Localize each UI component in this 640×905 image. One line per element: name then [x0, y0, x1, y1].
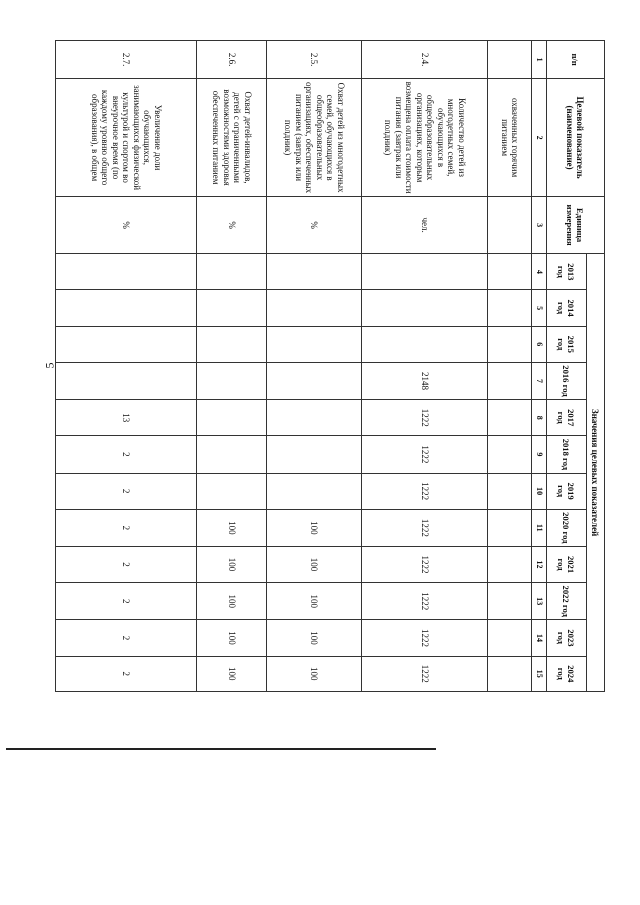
target-indicators-table	[55, 40, 605, 692]
unit-cell: %	[266, 196, 362, 253]
column-number: 14	[531, 620, 546, 656]
value-cell	[488, 473, 531, 509]
value-cell	[488, 400, 531, 436]
rotated-table-container	[55, 40, 605, 692]
value-cell	[488, 326, 531, 362]
header-year: 2024 год	[547, 656, 587, 691]
header-year: 2018 год	[547, 436, 587, 473]
value-cell	[197, 400, 267, 436]
value-cell: 100	[266, 620, 362, 656]
header-year: 2017 год	[547, 400, 587, 436]
value-cell	[488, 656, 531, 691]
column-number: 4	[531, 254, 546, 290]
column-number: 10	[531, 473, 546, 509]
value-cell	[197, 254, 267, 290]
header-year: 2022 год	[547, 583, 587, 620]
value-cell	[488, 509, 531, 546]
column-number: 9	[531, 436, 546, 473]
column-number: 2	[531, 79, 546, 197]
value-cell	[266, 436, 362, 473]
value-cell: 2	[56, 436, 197, 473]
value-cell	[197, 436, 267, 473]
column-number: 5	[531, 290, 546, 326]
table-row	[488, 41, 531, 692]
value-cell	[266, 362, 362, 399]
value-cell: 1222	[362, 436, 488, 473]
value-cell	[197, 290, 267, 326]
header-year: 2019 год	[547, 473, 587, 509]
unit-cell: чел.	[362, 196, 488, 253]
header-num: п/п	[547, 41, 605, 79]
table-row	[197, 41, 267, 692]
value-cell	[362, 290, 488, 326]
table-row	[266, 41, 362, 692]
value-cell	[488, 436, 531, 473]
value-cell: 1222	[362, 656, 488, 691]
value-cell: 1222	[362, 583, 488, 620]
indicator-name: охваченных горячим питанием	[488, 79, 531, 197]
value-cell: 1222	[362, 473, 488, 509]
table-row	[362, 41, 488, 692]
unit-cell: %	[56, 196, 197, 253]
header-year: 2020 год	[547, 509, 587, 546]
value-cell: 100	[197, 583, 267, 620]
value-cell: 100	[266, 656, 362, 691]
header-year: 2013 год	[547, 254, 587, 290]
value-cell: 2	[56, 620, 197, 656]
value-cell: 2	[56, 546, 197, 582]
header-year: 2021 год	[547, 546, 587, 582]
header-year: 2023 год	[547, 620, 587, 656]
column-number: 13	[531, 583, 546, 620]
value-cell	[266, 290, 362, 326]
horizontal-rule	[6, 748, 436, 750]
value-cell	[362, 326, 488, 362]
value-cell	[56, 254, 197, 290]
value-cell	[56, 326, 197, 362]
column-number: 12	[531, 546, 546, 582]
header-year: 2014 год	[547, 290, 587, 326]
header-indicator: Целевой показатель (наименование)	[547, 79, 605, 197]
value-cell	[362, 254, 488, 290]
header-unit: Единица измерения	[547, 196, 605, 253]
page-number: 5	[42, 362, 57, 369]
value-cell: 2	[56, 473, 197, 509]
column-number: 7	[531, 362, 546, 399]
column-number: 15	[531, 656, 546, 691]
row-number: 2.6.	[197, 41, 267, 79]
indicator-name: Увеличение доли обучающихся, занимающихся физической культурой и спортом во внеурочное время (по каждому уровню общего образования), в общем	[56, 79, 197, 197]
value-cell	[488, 620, 531, 656]
value-cell	[56, 362, 197, 399]
value-cell	[488, 362, 531, 399]
header-year: 2016 год	[547, 362, 587, 399]
column-number: 8	[531, 400, 546, 436]
value-cell: 100	[266, 509, 362, 546]
value-cell	[266, 326, 362, 362]
value-cell: 13	[56, 400, 197, 436]
value-cell: 100	[266, 546, 362, 582]
row-number: 2.7.	[56, 41, 197, 79]
unit-cell: %	[197, 196, 267, 253]
value-cell: 100	[266, 583, 362, 620]
indicator-name: Охват детей-инвалидов, детей с ограниченными возможностями здоровья обеспеченных питанием	[197, 79, 267, 197]
unit-cell	[488, 196, 531, 253]
indicator-name: Количество детей из многодетных семей, обучающихся в общеобразовательных организациях, которым возмещена оплата стоимости питания (завтрак или полдник)	[362, 79, 488, 197]
value-cell: 1222	[362, 400, 488, 436]
value-cell: 1222	[362, 546, 488, 582]
value-cell	[488, 546, 531, 582]
column-number: 11	[531, 509, 546, 546]
value-cell	[197, 326, 267, 362]
header-year: 2015 год	[547, 326, 587, 362]
value-cell: 2	[56, 509, 197, 546]
indicator-name: Охват детей из многодетных семей, обучающихся в общеобразовательных организациях, обеспеченных питанием (завтрак или полдник)	[266, 79, 362, 197]
value-cell	[197, 473, 267, 509]
value-cell: 1222	[362, 509, 488, 546]
value-cell	[488, 290, 531, 326]
column-number: 6	[531, 326, 546, 362]
column-number: 3	[531, 196, 546, 253]
table-row	[56, 41, 197, 692]
column-number: 1	[531, 41, 546, 79]
value-cell: 100	[197, 509, 267, 546]
value-cell: 1222	[362, 620, 488, 656]
row-number	[488, 41, 531, 79]
value-cell: 2	[56, 583, 197, 620]
value-cell: 100	[197, 656, 267, 691]
value-cell	[488, 583, 531, 620]
row-number: 2.4.	[362, 41, 488, 79]
value-cell: 100	[197, 546, 267, 582]
value-cell: 100	[197, 620, 267, 656]
value-cell	[266, 473, 362, 509]
value-cell: 2	[56, 656, 197, 691]
value-cell	[266, 254, 362, 290]
value-cell	[56, 290, 197, 326]
value-cell	[197, 362, 267, 399]
value-cell: 2148	[362, 362, 488, 399]
row-number: 2.5.	[266, 41, 362, 79]
header-values-group: Значения целевых показателей	[587, 254, 605, 692]
value-cell	[266, 400, 362, 436]
value-cell	[488, 254, 531, 290]
